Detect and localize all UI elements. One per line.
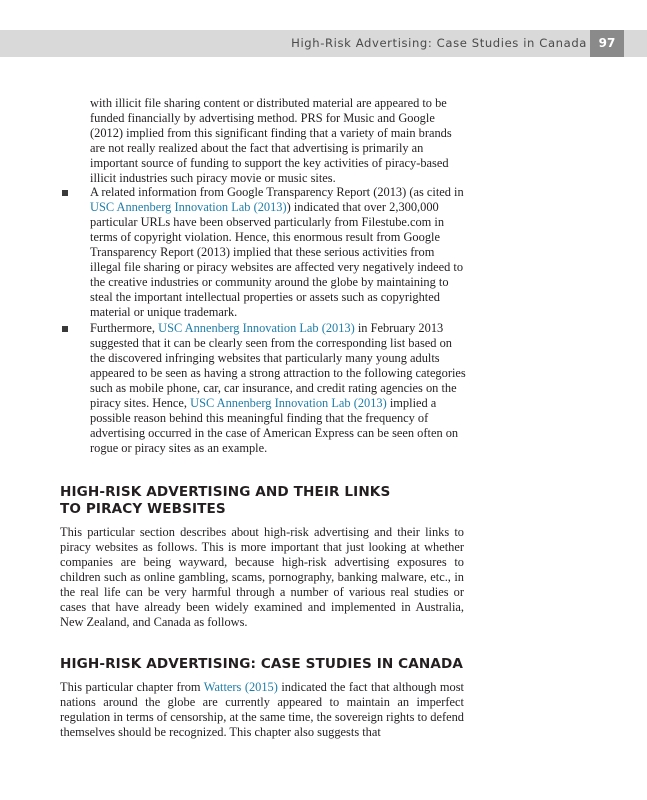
citation-link-usc-annenberg[interactable]: USC Annenberg Innovation Lab (2013) [158, 321, 355, 335]
continued-paragraph: with illicit file sharing content or distributed material are appeared to be funded financially by advertising method. PRS for Music and Google (2012) implied from this significant finding that a variety of main brands are not really realized about the fact that advertising is primarily an important source of funding to support the key activities of piracy-based illicit industries such piracy movie or music sites. [90, 96, 452, 186]
bullet-square-icon [62, 190, 68, 196]
section-2-text-start: This particular chapter from [60, 680, 204, 694]
page-number: 97 [590, 30, 624, 57]
section-heading-case-studies-canada: HIGH-RISK ADVERTISING: CASE STUDIES IN CANADA [60, 656, 463, 672]
bullet-item-1 [90, 185, 468, 320]
running-head-title: High-Risk Advertising: Case Studies in Canada [291, 36, 587, 50]
heading-line-1: HIGH-RISK ADVERTISING AND THEIR LINKS [60, 484, 391, 500]
bullet-2-text-middle: in February 2013 suggested that it can be clearly seen from the corresponding list based on the discovered infringing websites that particularly many young adults appeared to be seen as having a strong attraction to the following categories such as mobile phone, car, car insurance, and credit rating agencies on the piracy sites. Hence, [90, 321, 466, 411]
bullet-item-2 [90, 321, 468, 456]
bullet-2-text-start: Furthermore, [90, 321, 159, 335]
section-2-text-end: indicated the fact that although most nations around the globe are currently appeared to maintain an imperfect regulation in terms of censorship, at the same time, the sovereign rights to defend themselves should be recognized. This chapter also suggests that [60, 680, 464, 740]
section-heading-links-to-piracy [60, 484, 390, 518]
bullet-1-text-end: ) indicated that over 2,300,000 particular URLs have been observed particularly from Filestube.com in terms of copyright violation. Hence, this enormous result from Google Transparency Report (2013) implied that these serious activities from illegal file sharing or piracy websites are affected very negatively indeed to the creative industries or community around the globe by maintaining to steal the important intellectual properties or assets such as copyrighted material or unique trademark. [90, 200, 464, 320]
bullet-2-text-end: implied a possible reason behind this meaningful finding that the frequency of advertising occurred in the case of American Express can be seen often on rogue or piracy sites as an example. [90, 396, 459, 456]
section-2-paragraph [60, 680, 464, 740]
heading-line-2: TO PIRACY WEBSITES [60, 501, 226, 517]
bullet-1-text-start: A related information from Google Transparency Report (2013) (as cited in [90, 185, 464, 199]
citation-link-watters[interactable]: Watters (2015) [203, 680, 278, 694]
citation-link-usc-annenberg[interactable]: USC Annenberg Innovation Lab (2013) [190, 396, 387, 411]
bullet-square-icon [62, 326, 68, 332]
section-1-paragraph: This particular section describes about high-risk advertising and their links to piracy websites as follows. This is more important that just looking at whether companies are being wayward, because high-risk advertising exposures to children such as online gambling, scams, pornography, banking malware, etc., in the real life can be very harmful through a number of various real studies or cases that have already been widely examined and implemented in Australia, New Zealand, and Canada as follows. [60, 525, 464, 630]
citation-link-usc-annenberg[interactable]: USC Annenberg Innovation Lab (2013) [90, 200, 287, 215]
